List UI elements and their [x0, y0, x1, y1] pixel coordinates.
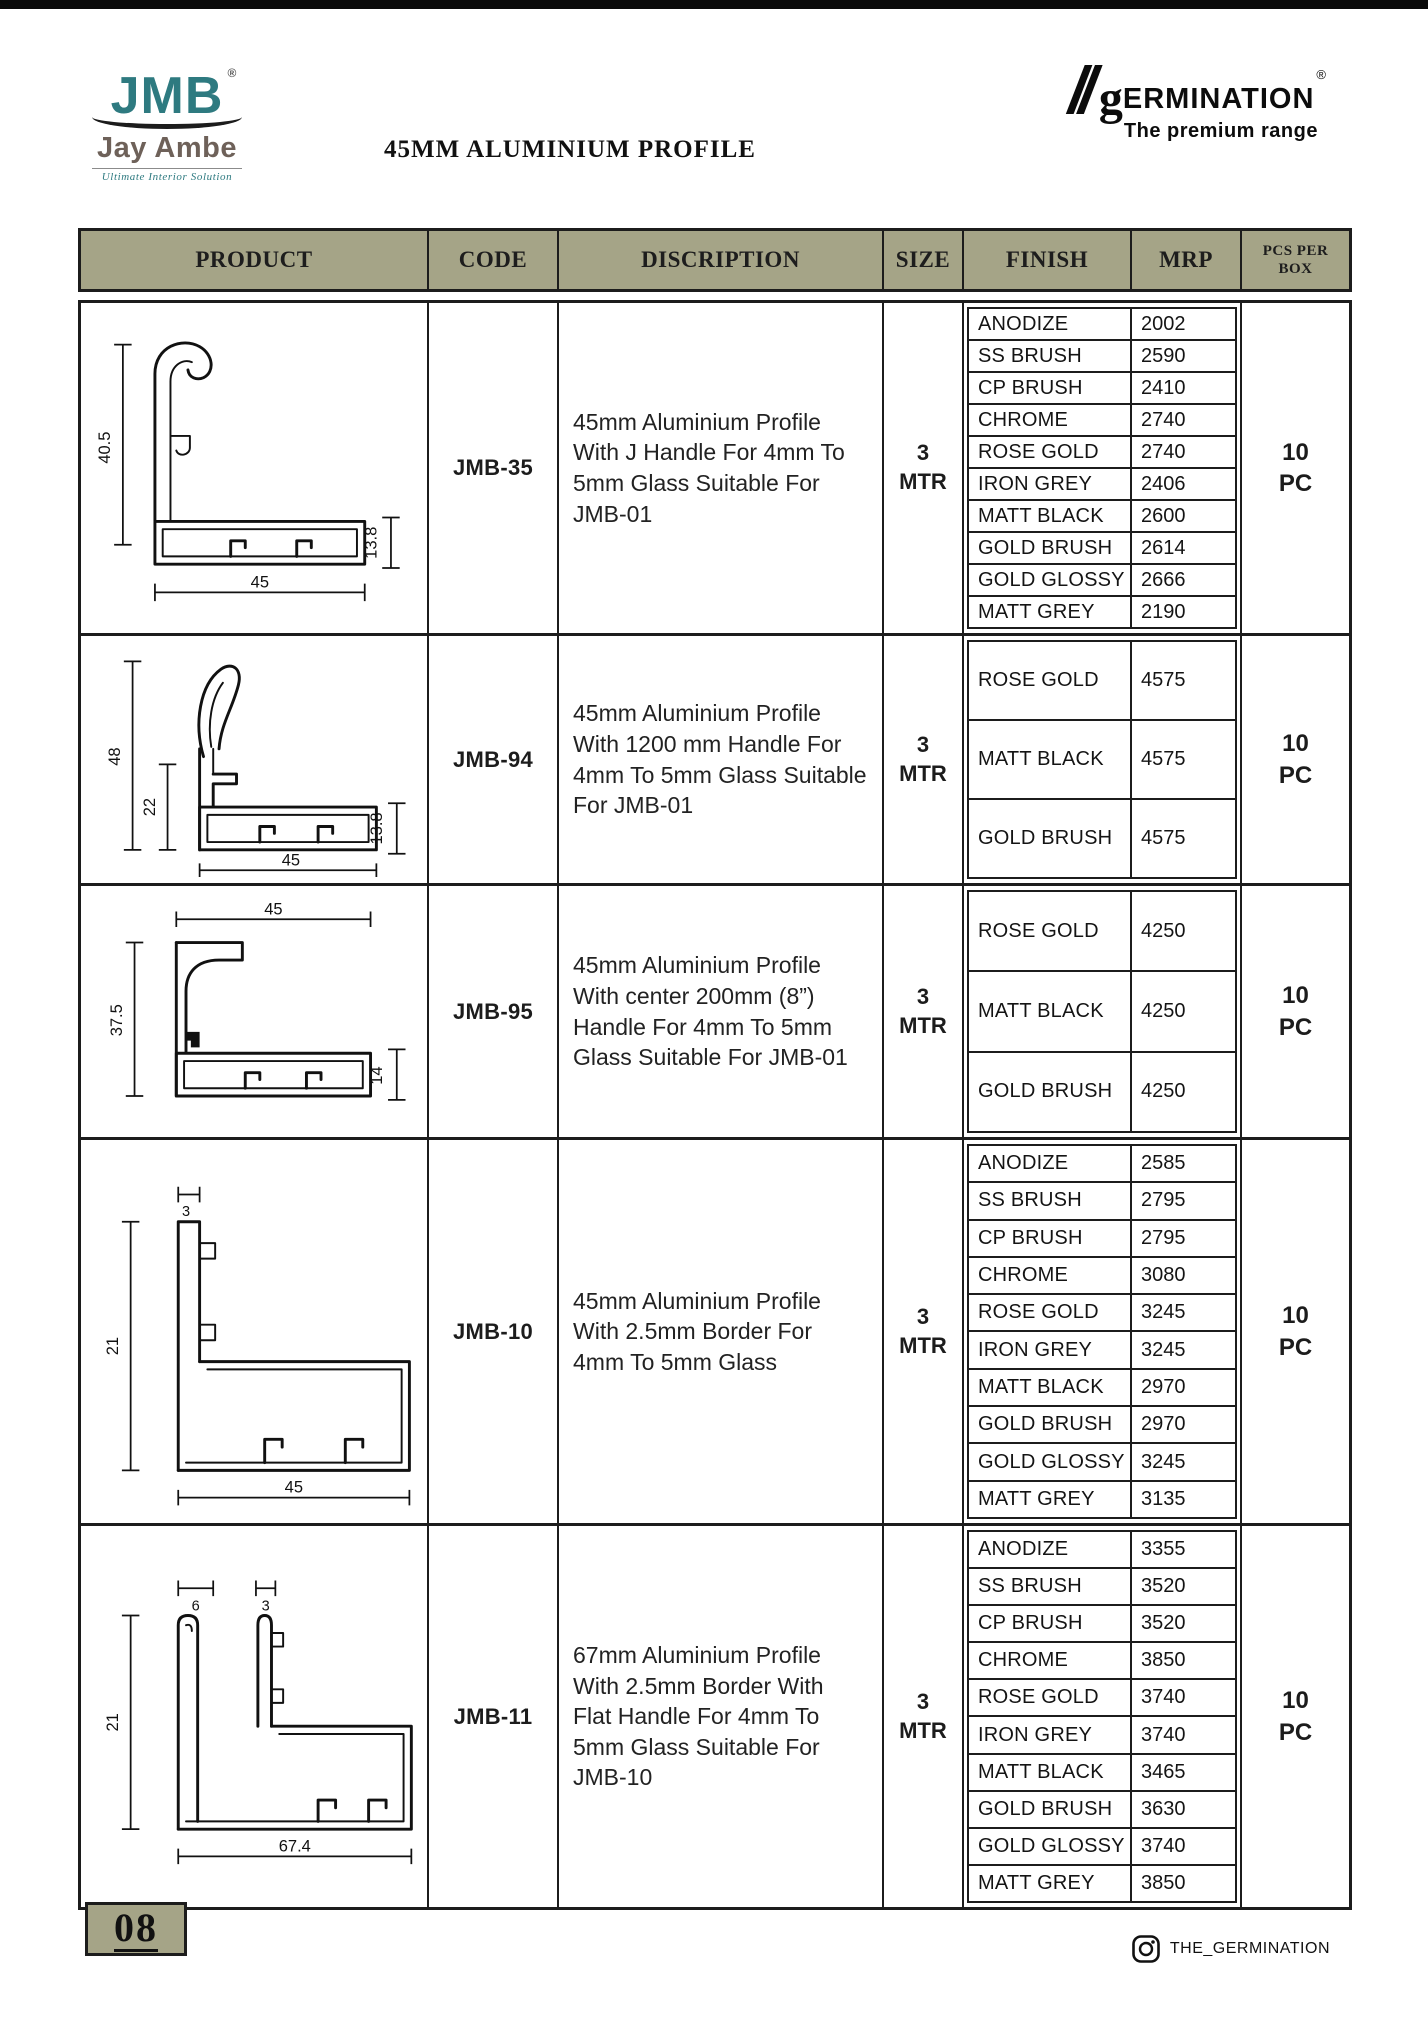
size-unit: MTR — [899, 760, 947, 786]
finish-mrp: 2585 — [1131, 1145, 1236, 1182]
pcs-per-box — [1242, 1140, 1349, 1523]
column-header-product: PRODUCT — [81, 231, 429, 289]
page-top-border — [0, 0, 1428, 9]
finish-name: SS BRUSH — [968, 340, 1131, 372]
svg-text:13.8: 13.8 — [368, 812, 387, 845]
profile-drawing-jmb-95 — [85, 890, 423, 1133]
svg-text:67.4: 67.4 — [278, 1837, 311, 1856]
product-description: 45mm Aluminium Profile With center 200mm (8”) Handle For 4mm To 5mm Glass Suitable For JMB-01 — [559, 886, 884, 1137]
column-header-mrp: MRP — [1132, 231, 1242, 289]
column-header-code: CODE — [429, 231, 559, 289]
germination-tagline: The premium range — [1123, 119, 1318, 142]
size-unit: MTR — [899, 1012, 947, 1038]
jmb-logo-text: JMB — [110, 67, 224, 125]
finish-name: GOLD BRUSH — [968, 799, 1131, 878]
finish-name: MATT GREY — [968, 1865, 1131, 1902]
product-size — [884, 303, 964, 633]
finish-name: CHROME — [968, 1642, 1131, 1679]
finish-name: SS BRUSH — [968, 1182, 1131, 1219]
finish-name: MATT BLACK — [968, 500, 1131, 532]
product-table — [78, 300, 1352, 1910]
finish-name: GOLD BRUSH — [968, 1052, 1131, 1132]
pcs-per-box — [1242, 1526, 1349, 1907]
table-row — [81, 1137, 1349, 1523]
finish-name: MATT GREY — [968, 1481, 1131, 1518]
size-qty: 3 — [916, 731, 930, 757]
finish-mrp: 2600 — [1131, 500, 1236, 532]
germination-slashes-icon: // — [1068, 53, 1089, 127]
pcs-qty: 10 — [1282, 730, 1309, 758]
profile-drawing-jmb-10 — [85, 1144, 423, 1519]
pcs-qty: 10 — [1282, 1302, 1309, 1330]
pcs-qty: 10 — [1282, 982, 1309, 1010]
finish-mrp: 3520 — [1131, 1568, 1236, 1605]
jmb-logo-tagline: Ultimate Interior Solution — [101, 171, 233, 184]
svg-text:45: 45 — [284, 1478, 304, 1497]
finish-mrp: 3245 — [1131, 1331, 1236, 1368]
page-number: 08 — [114, 1904, 158, 1950]
pcs-unit: PC — [1278, 1013, 1313, 1041]
finish-mrp: 3850 — [1131, 1865, 1236, 1902]
finish-name: MATT BLACK — [968, 1754, 1131, 1791]
table-header-row — [78, 228, 1352, 292]
svg-text:3: 3 — [261, 1598, 270, 1615]
finish-name: IRON GREY — [968, 1716, 1131, 1753]
size-qty: 3 — [916, 1303, 930, 1329]
size-qty: 3 — [916, 1688, 930, 1714]
finish-mrp: 4575 — [1131, 641, 1236, 720]
finish-name: ROSE GOLD — [968, 1294, 1131, 1331]
finish-mrp: 2970 — [1131, 1406, 1236, 1443]
finish-mrp: 3520 — [1131, 1605, 1236, 1642]
finish-mrp: 2410 — [1131, 372, 1236, 404]
instagram-handle: THE_GERMINATION — [1169, 1940, 1330, 1957]
product-code: JMB-95 — [429, 886, 559, 1137]
column-header-pcs-per-box: PCS PER BOX — [1262, 243, 1329, 277]
jmb-logo-divider — [92, 168, 242, 169]
svg-text:48: 48 — [105, 747, 124, 766]
pcs-qty: 10 — [1282, 1687, 1309, 1715]
size-qty: 3 — [916, 983, 930, 1009]
finish-mrp: 2740 — [1131, 404, 1236, 436]
jmb-logo-wordmark — [110, 66, 238, 125]
germination-initial: g — [1098, 71, 1123, 125]
product-drawing-cell — [81, 636, 429, 883]
registered-mark: ® — [227, 66, 238, 80]
svg-text:45: 45 — [264, 900, 283, 919]
finish-mrp: 4250 — [1131, 891, 1236, 971]
pcs-unit: PC — [1278, 470, 1313, 497]
profile-drawing-jmb-35 — [85, 307, 423, 629]
svg-text:21: 21 — [104, 1336, 123, 1356]
size-unit: MTR — [899, 469, 947, 494]
finish-name: MATT BLACK — [968, 720, 1131, 799]
finish-name: ROSE GOLD — [968, 1679, 1131, 1716]
finish-name: CP BRUSH — [968, 372, 1131, 404]
svg-text:40.5: 40.5 — [96, 431, 115, 464]
product-size — [884, 1526, 964, 1907]
finish-mrp: 3135 — [1131, 1481, 1236, 1518]
finish-name: CHROME — [968, 404, 1131, 436]
finish-mrp: 3465 — [1131, 1754, 1236, 1791]
column-header-finish: FINISH — [964, 231, 1132, 289]
svg-text:6: 6 — [191, 1598, 200, 1615]
finish-mrp-table — [964, 886, 1242, 1137]
finish-mrp-table — [964, 1526, 1242, 1907]
finish-name: IRON GREY — [968, 1331, 1131, 1368]
svg-text:45: 45 — [250, 573, 270, 592]
instagram-footer — [1131, 1934, 1330, 1964]
profile-drawing-jmb-11 — [85, 1530, 423, 1903]
product-size — [884, 636, 964, 883]
finish-mrp: 3080 — [1131, 1257, 1236, 1294]
finish-name: SS BRUSH — [968, 1568, 1131, 1605]
size-unit: MTR — [899, 1717, 947, 1743]
finish-mrp: 2666 — [1131, 564, 1236, 596]
svg-text:3: 3 — [181, 1203, 191, 1220]
finish-name: MATT BLACK — [968, 1369, 1131, 1406]
finish-name: ROSE GOLD — [968, 891, 1131, 971]
finish-name: ANODIZE — [968, 1145, 1131, 1182]
finish-mrp: 3245 — [1131, 1294, 1236, 1331]
pcs-unit: PC — [1278, 1333, 1313, 1361]
pcs-unit: PC — [1278, 1718, 1313, 1746]
product-drawing-cell — [81, 1526, 429, 1907]
finish-mrp: 2795 — [1131, 1220, 1236, 1257]
finish-mrp: 2795 — [1131, 1182, 1236, 1219]
finish-mrp: 4250 — [1131, 1052, 1236, 1132]
finish-mrp: 4250 — [1131, 971, 1236, 1051]
finish-mrp: 3630 — [1131, 1791, 1236, 1828]
product-code: JMB-35 — [429, 303, 559, 633]
finish-mrp-table — [964, 303, 1242, 633]
finish-name: ANODIZE — [968, 1531, 1131, 1568]
finish-name: GOLD GLOSSY — [968, 1828, 1131, 1865]
finish-mrp: 3355 — [1131, 1531, 1236, 1568]
column-header-discription: DISCRIPTION — [559, 231, 884, 289]
product-code: JMB-10 — [429, 1140, 559, 1523]
finish-name: MATT BLACK — [968, 971, 1131, 1051]
finish-mrp: 2190 — [1131, 596, 1236, 628]
registered-mark: ® — [1316, 66, 1326, 82]
svg-text:21: 21 — [104, 1713, 123, 1732]
germination-wordmark — [994, 53, 1326, 127]
svg-text:22: 22 — [140, 797, 159, 817]
pcs-qty: 10 — [1282, 438, 1309, 466]
jmb-logo-subtitle: Jay Ambe — [97, 132, 237, 165]
finish-mrp: 2970 — [1131, 1369, 1236, 1406]
product-description: 45mm Aluminium Profile With 2.5mm Border For 4mm To 5mm Glass — [559, 1140, 884, 1523]
finish-mrp: 2406 — [1131, 468, 1236, 500]
finish-name: CP BRUSH — [968, 1605, 1131, 1642]
finish-name: GOLD GLOSSY — [968, 564, 1131, 596]
finish-name: GOLD BRUSH — [968, 1406, 1131, 1443]
germination-logo — [994, 53, 1326, 143]
finish-mrp: 2002 — [1131, 308, 1236, 340]
finish-mrp: 2740 — [1131, 436, 1236, 468]
size-unit: MTR — [899, 1332, 947, 1358]
profile-drawing-jmb-94 — [85, 640, 423, 879]
finish-name: GOLD BRUSH — [968, 1791, 1131, 1828]
product-code: JMB-94 — [429, 636, 559, 883]
instagram-icon — [1131, 1934, 1161, 1964]
finish-name: ROSE GOLD — [968, 641, 1131, 720]
pcs-per-box — [1242, 636, 1349, 883]
finish-mrp: 3245 — [1131, 1443, 1236, 1480]
page-title: 45MM ALUMINIUM PROFILE — [384, 136, 756, 163]
finish-mrp: 3740 — [1131, 1679, 1236, 1716]
size-qty: 3 — [916, 440, 930, 466]
finish-name: GOLD BRUSH — [968, 532, 1131, 564]
finish-name: MATT GREY — [968, 596, 1131, 628]
product-drawing-cell — [81, 886, 429, 1137]
finish-name: ANODIZE — [968, 308, 1131, 340]
column-header-size: SIZE — [884, 231, 964, 289]
finish-mrp-table — [964, 1140, 1242, 1523]
svg-text:45: 45 — [281, 851, 301, 870]
finish-name: CHROME — [968, 1257, 1131, 1294]
pcs-unit: PC — [1278, 761, 1313, 789]
finish-mrp-table — [964, 636, 1242, 883]
finish-name: GOLD GLOSSY — [968, 1443, 1131, 1480]
finish-mrp: 3740 — [1131, 1716, 1236, 1753]
table-row — [81, 883, 1349, 1137]
product-description: 45mm Aluminium Profile With 1200 mm Handle For 4mm To 5mm Glass Suitable For JMB-01 — [559, 636, 884, 883]
svg-text:13.8: 13.8 — [362, 526, 381, 559]
product-code: JMB-11 — [429, 1526, 559, 1907]
pcs-per-box — [1242, 303, 1349, 633]
jmb-logo — [82, 66, 252, 184]
finish-name: CP BRUSH — [968, 1220, 1131, 1257]
finish-mrp: 2614 — [1131, 532, 1236, 564]
product-description: 45mm Aluminium Profile With J Handle For 4mm To 5mm Glass Suitable For JMB-01 — [559, 303, 884, 633]
product-size — [884, 886, 964, 1137]
product-drawing-cell — [81, 303, 429, 633]
finish-name: IRON GREY — [968, 468, 1131, 500]
svg-text:37.5: 37.5 — [107, 1004, 126, 1037]
product-drawing-cell — [81, 1140, 429, 1523]
finish-mrp: 2590 — [1131, 340, 1236, 372]
finish-mrp: 4575 — [1131, 799, 1236, 878]
product-size — [884, 1140, 964, 1523]
table-row — [81, 303, 1349, 633]
germination-rest: ERMINATION — [1122, 82, 1315, 115]
svg-text:14: 14 — [368, 1066, 387, 1085]
finish-name: ROSE GOLD — [968, 436, 1131, 468]
table-row — [81, 633, 1349, 883]
page-number-badge — [85, 1902, 187, 1956]
finish-mrp: 3850 — [1131, 1642, 1236, 1679]
table-row — [81, 1523, 1349, 1907]
finish-mrp: 4575 — [1131, 720, 1236, 799]
finish-mrp: 3740 — [1131, 1828, 1236, 1865]
product-description: 67mm Aluminium Profile With 2.5mm Border With Flat Handle For 4mm To 5mm Glass Suitable For JMB-10 — [559, 1526, 884, 1907]
pcs-per-box — [1242, 886, 1349, 1137]
